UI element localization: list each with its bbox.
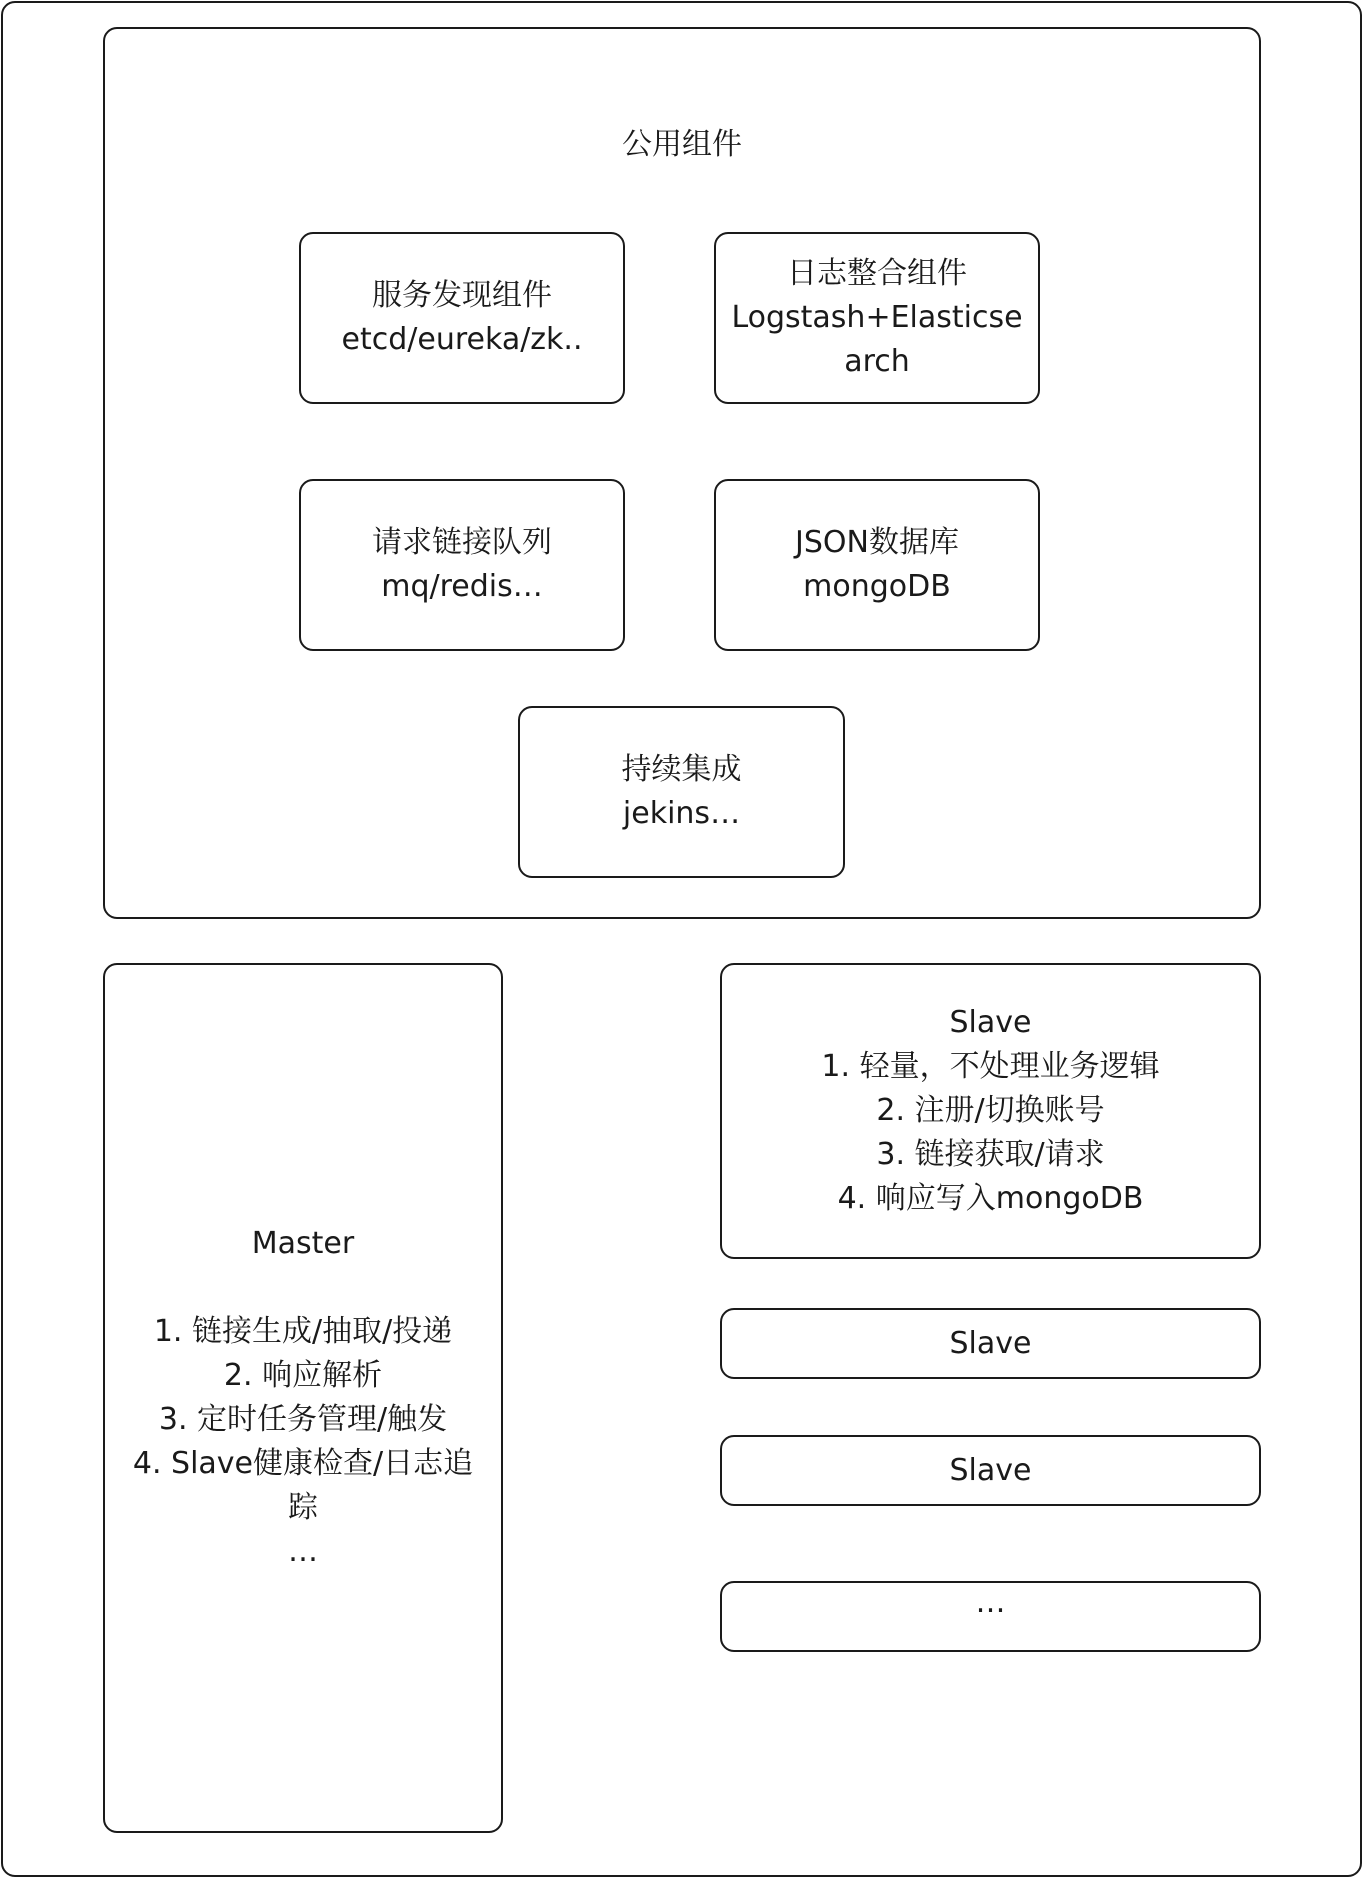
group-title: 公用组件 bbox=[622, 127, 742, 162]
service-discovery-box bbox=[299, 232, 625, 404]
log-integration-name: 日志整合组件 bbox=[787, 256, 967, 291]
log-integration-detail-2: arch bbox=[844, 344, 910, 379]
log-integration-box bbox=[714, 232, 1040, 404]
ci-name: 持续集成 bbox=[621, 752, 742, 787]
slave-item-4: 4. 响应写入mongoDB bbox=[837, 1181, 1144, 1216]
service-discovery-name: 服务发现组件 bbox=[372, 278, 552, 313]
service-discovery-detail: etcd/eureka/zk.. bbox=[341, 322, 583, 357]
slave-main-title: Slave bbox=[949, 1005, 1032, 1040]
slave-3-label: Slave bbox=[949, 1452, 1032, 1488]
master-item-1: 1. 链接生成/抽取/投递 bbox=[153, 1314, 453, 1349]
json-db-box bbox=[714, 479, 1040, 651]
slave-item-2: 2. 注册/切换账号 bbox=[876, 1093, 1105, 1128]
master-item-3: 3. 定时任务管理/触发 bbox=[158, 1402, 448, 1437]
json-db-name: JSON数据库 bbox=[795, 525, 959, 560]
slave-box-more bbox=[720, 1581, 1261, 1652]
slave-item-1: 1. 轻量，不处理业务逻辑 bbox=[821, 1049, 1160, 1084]
log-integration-detail-1: Logstash+Elasticse bbox=[731, 300, 1023, 335]
master-title: Master bbox=[251, 1226, 355, 1261]
json-db-detail: mongoDB bbox=[803, 569, 951, 604]
slave-box-3 bbox=[720, 1435, 1261, 1506]
slave-item-3: 3. 链接获取/请求 bbox=[876, 1137, 1105, 1172]
slave-box-2 bbox=[720, 1308, 1261, 1379]
master-item-4: 4. Slave健康检查/日志追 bbox=[132, 1446, 474, 1481]
ci-detail: jekins… bbox=[622, 796, 741, 831]
ci-box bbox=[518, 706, 845, 878]
slave-main-box bbox=[720, 963, 1261, 1259]
request-queue-box bbox=[299, 479, 625, 651]
master-item-more: … bbox=[288, 1534, 318, 1569]
request-queue-name: 请求链接队列 bbox=[372, 525, 552, 560]
slave-2-label: Slave bbox=[949, 1325, 1032, 1361]
request-queue-detail: mq/redis… bbox=[381, 569, 543, 604]
master-item-2: 2. 响应解析 bbox=[223, 1358, 383, 1393]
master-item-4-cont: 踪 bbox=[288, 1490, 318, 1525]
slave-more-label: … bbox=[975, 1584, 1006, 1620]
master-box bbox=[103, 963, 503, 1833]
